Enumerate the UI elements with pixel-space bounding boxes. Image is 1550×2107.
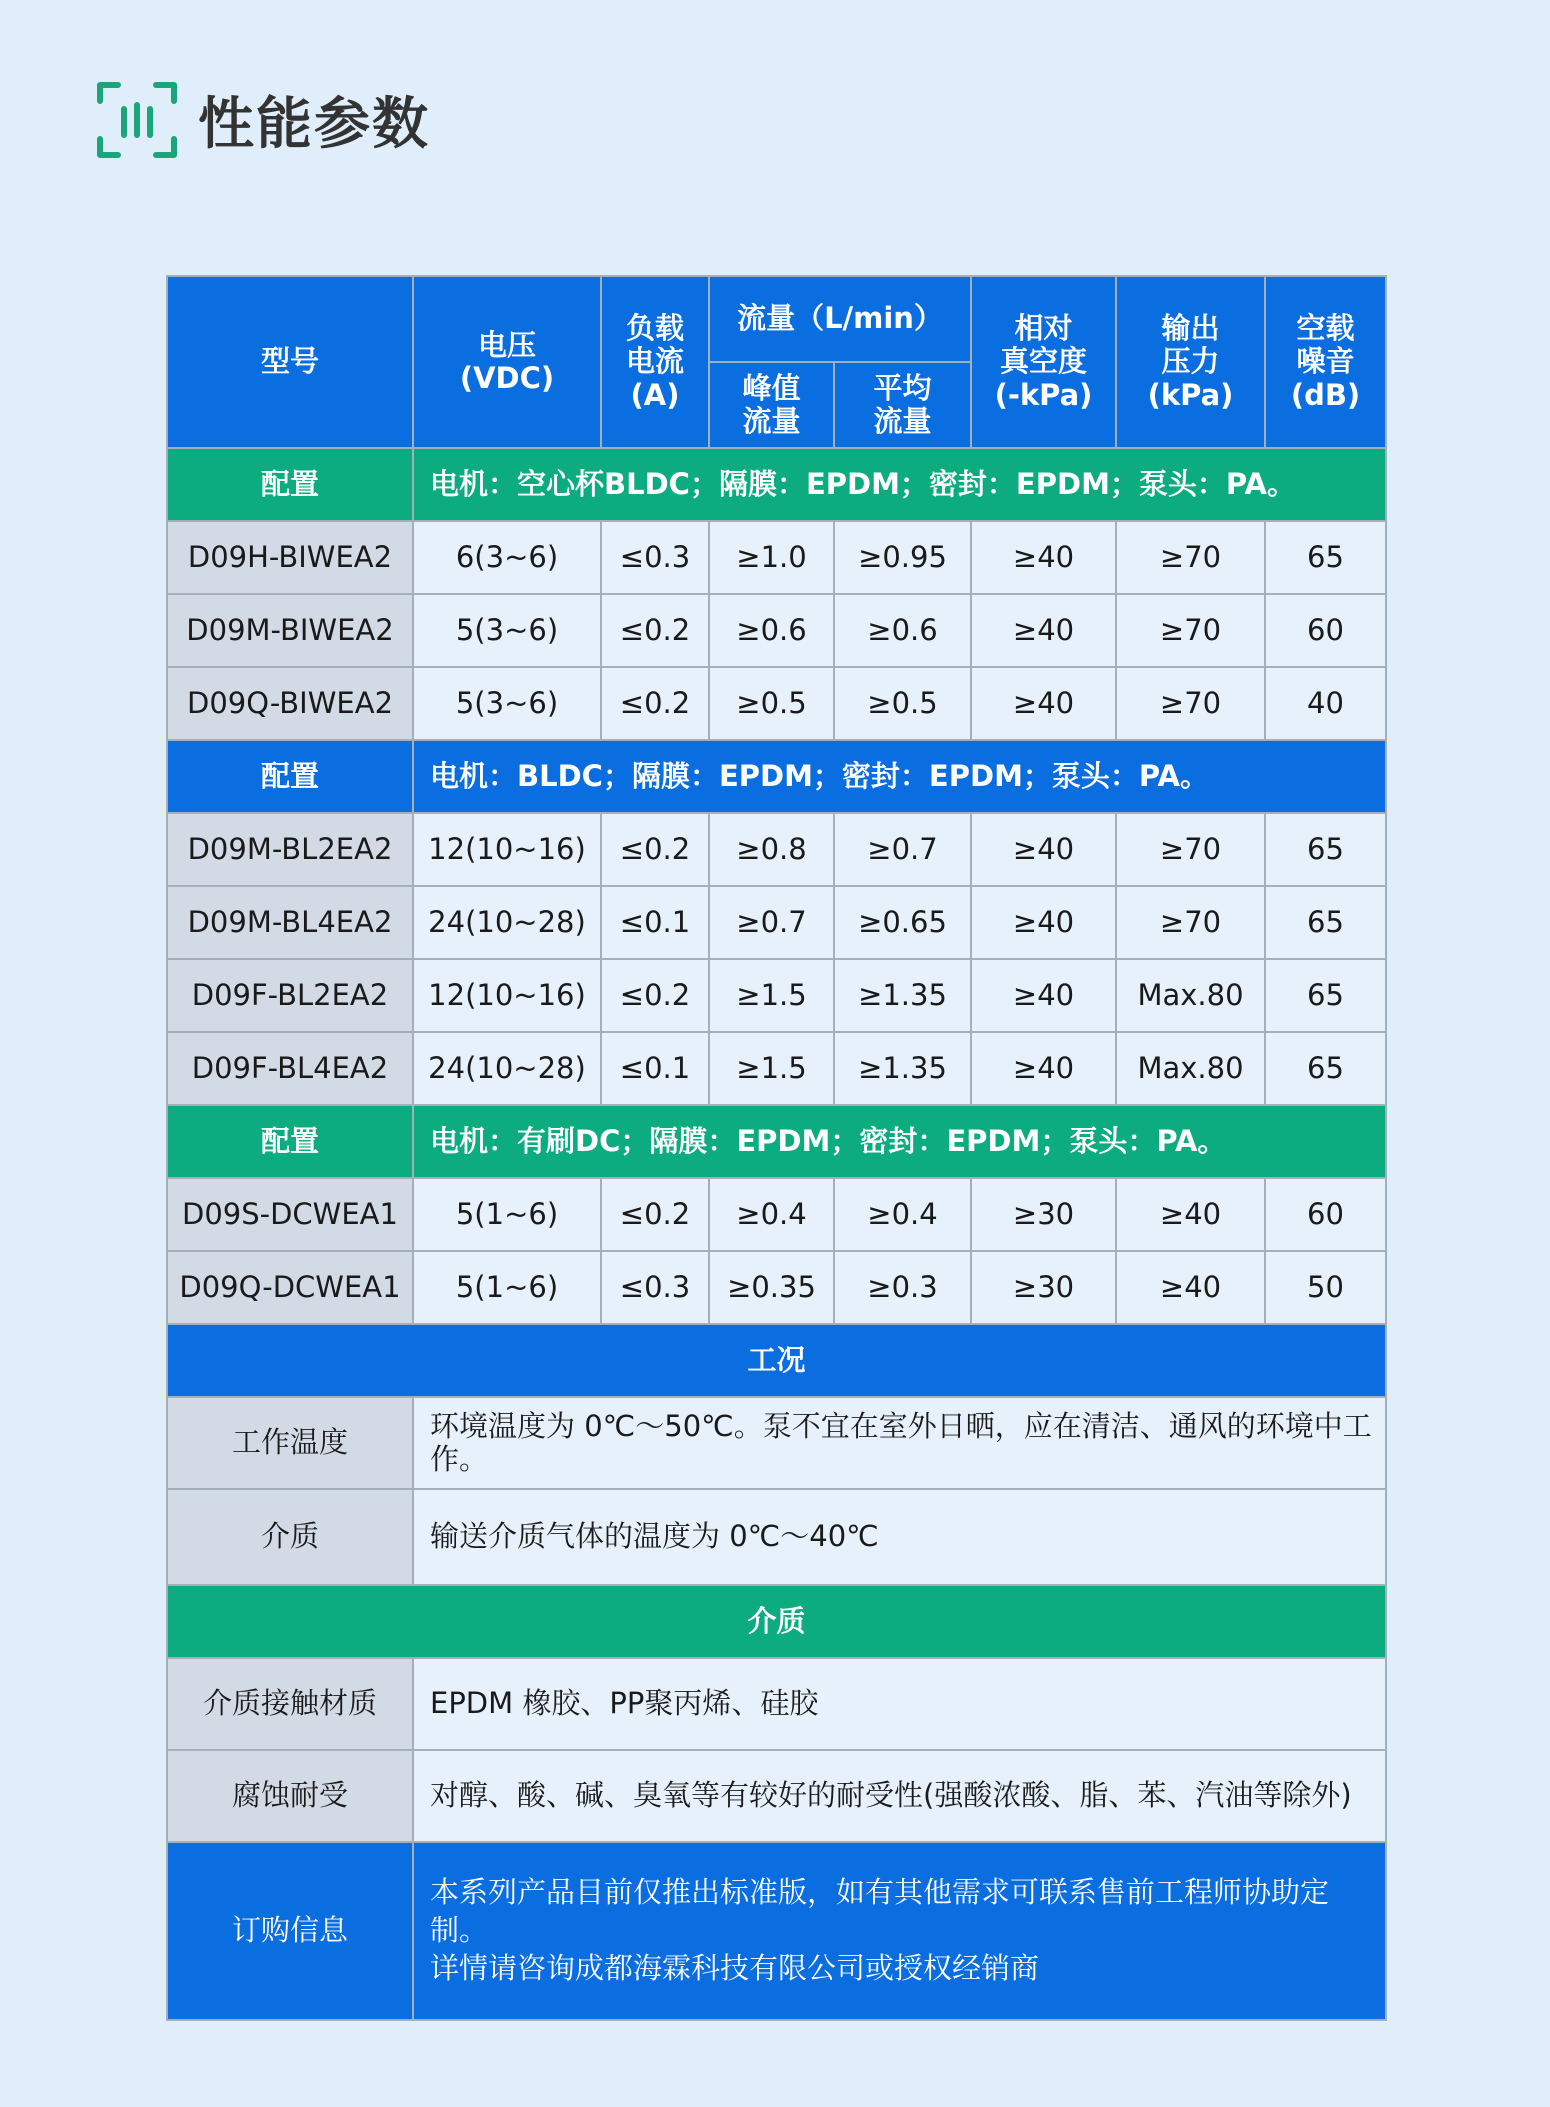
model-cell: D09H-BIWEA2 [167,521,413,594]
avg-flow-cell: ≥1.35 [834,959,971,1032]
noise-cell: 65 [1265,886,1386,959]
current-cell: ≤0.2 [601,813,709,886]
table-row [167,521,1386,594]
peak-flow-cell: ≥0.4 [709,1178,834,1251]
spec-table [166,275,1387,2021]
model-cell: D09Q-DCWEA1 [167,1251,413,1324]
pressure-cell: ≥70 [1116,521,1265,594]
vacuum-cell: ≥30 [971,1251,1116,1324]
info-label: 介质 [167,1489,413,1585]
vacuum-cell: ≥40 [971,959,1116,1032]
config-text: 电机：有刷DC；隔膜：EPDM；密封：EPDM；泵头：PA。 [413,1105,1386,1178]
vacuum-cell: ≥40 [971,886,1116,959]
col-header-flow-avg: 平均 流量 [834,362,971,448]
model-cell: D09M-BIWEA2 [167,594,413,667]
config-row [167,740,1386,813]
info-label: 介质接触材质 [167,1658,413,1750]
info-value: 对醇、酸、碱、臭氧等有较好的耐受性(强酸浓酸、脂、苯、汽油等除外) [413,1750,1386,1842]
avg-flow-cell: ≥0.65 [834,886,971,959]
avg-flow-cell: ≥0.6 [834,594,971,667]
current-cell: ≤0.2 [601,667,709,740]
noise-cell: 60 [1265,1178,1386,1251]
current-cell: ≤0.2 [601,1178,709,1251]
col-header-voltage: 电压 (VDC) [413,276,601,448]
col-header-current: 负载 电流 (A) [601,276,709,448]
section-title-row [167,1585,1386,1658]
info-row [167,1750,1386,1842]
avg-flow-cell: ≥0.4 [834,1178,971,1251]
voltage-cell: 5(3~6) [413,594,601,667]
table-row [167,959,1386,1032]
vacuum-cell: ≥40 [971,1032,1116,1105]
vacuum-cell: ≥40 [971,813,1116,886]
pressure-cell: ≥70 [1116,594,1265,667]
info-label: 工作温度 [167,1397,413,1489]
medium-title: 介质 [167,1585,1386,1658]
col-header-flow-peak: 峰值 流量 [709,362,834,448]
table-row [167,1178,1386,1251]
pressure-cell: ≥40 [1116,1178,1265,1251]
noise-cell: 65 [1265,1032,1386,1105]
pressure-cell: Max.80 [1116,959,1265,1032]
avg-flow-cell: ≥0.3 [834,1251,971,1324]
noise-cell: 60 [1265,594,1386,667]
peak-flow-cell: ≥1.5 [709,959,834,1032]
current-cell: ≤0.1 [601,1032,709,1105]
voltage-cell: 5(1~6) [413,1178,601,1251]
pressure-cell: ≥70 [1116,813,1265,886]
order-line: 本系列产品目前仅推出标准版，如有其他需求可联系售前工程师协助定制。 [430,1875,1330,1948]
peak-flow-cell: ≥0.8 [709,813,834,886]
model-cell: D09S-DCWEA1 [167,1178,413,1251]
info-row [167,1397,1386,1489]
config-row [167,448,1386,521]
voltage-cell: 5(3~6) [413,667,601,740]
current-cell: ≤0.2 [601,594,709,667]
pressure-cell: ≥40 [1116,1251,1265,1324]
conditions-title: 工况 [167,1324,1386,1397]
info-label: 腐蚀耐受 [167,1750,413,1842]
noise-cell: 40 [1265,667,1386,740]
voltage-cell: 24(10~28) [413,886,601,959]
config-row [167,1105,1386,1178]
model-cell: D09F-BL4EA2 [167,1032,413,1105]
noise-cell: 65 [1265,521,1386,594]
voltage-cell: 5(1~6) [413,1251,601,1324]
config-text: 电机：空心杯BLDC；隔膜：EPDM；密封：EPDM；泵头：PA。 [413,448,1386,521]
peak-flow-cell: ≥1.5 [709,1032,834,1105]
section-header [96,70,430,170]
table-row [167,594,1386,667]
model-cell: D09F-BL2EA2 [167,959,413,1032]
col-header-pressure: 输出 压力 (kPa) [1116,276,1265,448]
info-value: 环境温度为 0℃～50℃。泵不宜在室外日晒，应在清洁、通风的环境中工作。 [413,1397,1386,1489]
order-line: 详情请咨询成都海霖科技有限公司或授权经销商 [430,1950,1040,1985]
table-row [167,667,1386,740]
config-label: 配置 [167,448,413,521]
peak-flow-cell: ≥1.0 [709,521,834,594]
config-label: 配置 [167,1105,413,1178]
table-row [167,886,1386,959]
voltage-cell: 12(10~16) [413,813,601,886]
noise-cell: 65 [1265,813,1386,886]
peak-flow-cell: ≥0.7 [709,886,834,959]
model-cell: D09M-BL4EA2 [167,886,413,959]
config-text: 电机：BLDC；隔膜：EPDM；密封：EPDM；泵头：PA。 [413,740,1386,813]
pressure-cell: ≥70 [1116,886,1265,959]
voltage-cell: 12(10~16) [413,959,601,1032]
model-cell: D09M-BL2EA2 [167,813,413,886]
info-row [167,1489,1386,1585]
col-header-vacuum: 相对 真空度 (-kPa) [971,276,1116,448]
section-title-row [167,1324,1386,1397]
peak-flow-cell: ≥0.5 [709,667,834,740]
current-cell: ≤0.1 [601,886,709,959]
vacuum-cell: ≥40 [971,521,1116,594]
voltage-cell: 24(10~28) [413,1032,601,1105]
table-row [167,1032,1386,1105]
col-header-flow: 流量（L/min） [709,276,971,362]
info-value: 输送介质气体的温度为 0℃～40℃ [413,1489,1386,1585]
peak-flow-cell: ≥0.6 [709,594,834,667]
avg-flow-cell: ≥0.7 [834,813,971,886]
vacuum-cell: ≥40 [971,594,1116,667]
order-text [413,1842,1386,2020]
model-cell: D09Q-BIWEA2 [167,667,413,740]
info-row [167,1658,1386,1750]
table-row [167,1251,1386,1324]
avg-flow-cell: ≥0.5 [834,667,971,740]
col-header-model: 型号 [167,276,413,448]
order-row [167,1842,1386,2020]
vacuum-cell: ≥40 [971,667,1116,740]
voltage-cell: 6(3~6) [413,521,601,594]
spec-list-icon [96,79,178,161]
avg-flow-cell: ≥0.95 [834,521,971,594]
config-label: 配置 [167,740,413,813]
current-cell: ≤0.3 [601,1251,709,1324]
page-title: 性能参数 [198,92,430,157]
noise-cell: 50 [1265,1251,1386,1324]
order-label: 订购信息 [167,1842,413,2020]
table-row [167,813,1386,886]
col-header-noise: 空载 噪音 (dB) [1265,276,1386,448]
noise-cell: 65 [1265,959,1386,1032]
current-cell: ≤0.3 [601,521,709,594]
pressure-cell: Max.80 [1116,1032,1265,1105]
peak-flow-cell: ≥0.35 [709,1251,834,1324]
avg-flow-cell: ≥1.35 [834,1032,971,1105]
pressure-cell: ≥70 [1116,667,1265,740]
vacuum-cell: ≥30 [971,1178,1116,1251]
info-value: EPDM 橡胶、PP聚丙烯、硅胶 [413,1658,1386,1750]
current-cell: ≤0.2 [601,959,709,1032]
